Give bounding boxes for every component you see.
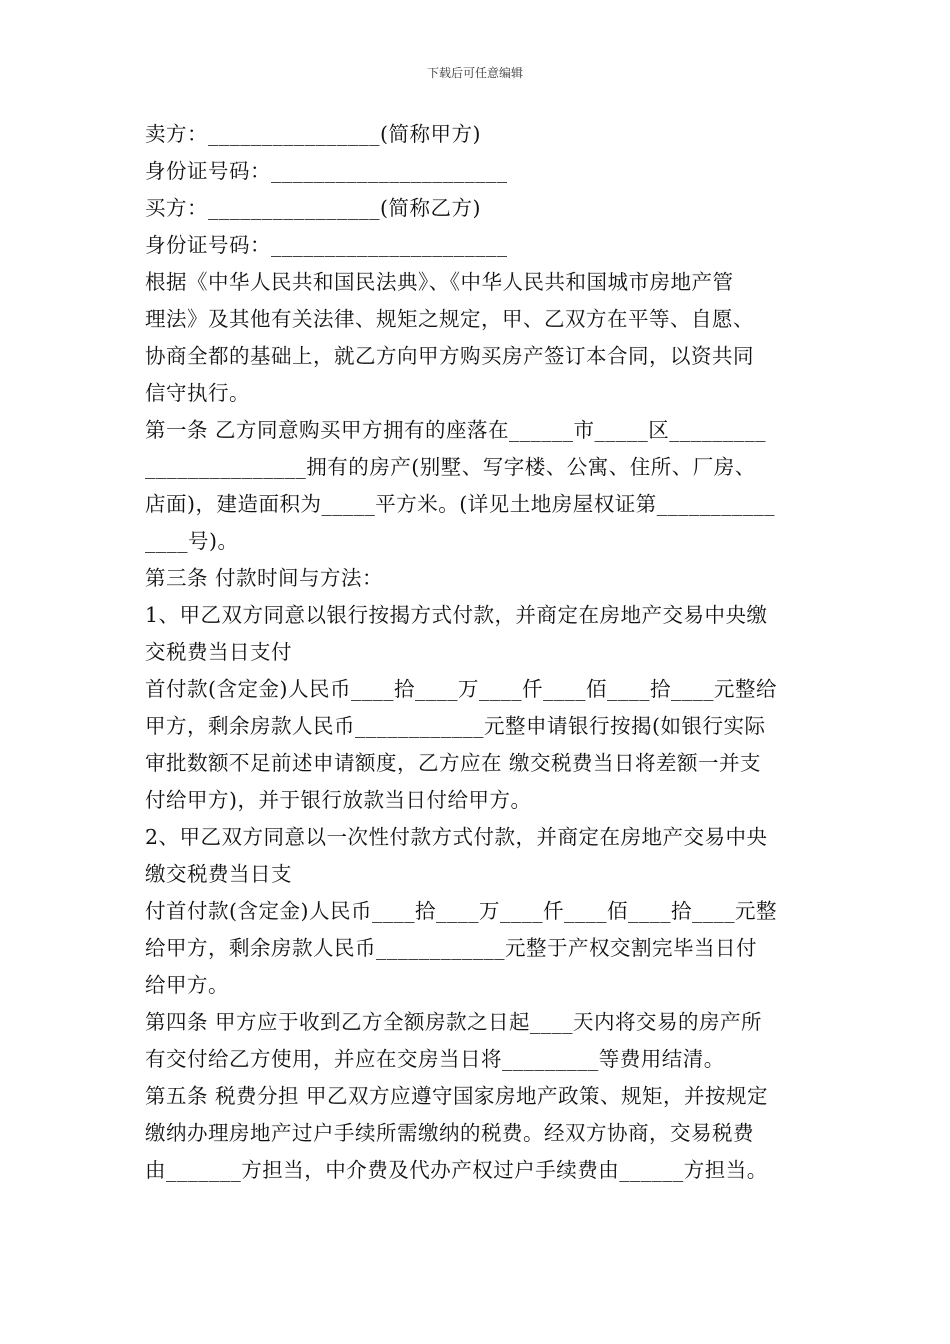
text-line: 付首付款(含定金)人民币____拾____万____仟____佰____拾____元整 (145, 899, 777, 923)
text-line: 有交付给乙方使用，并应在交房当日将_________等费用结清。 (145, 1047, 725, 1071)
text-line: 甲方，剩余房款人民币____________元整申请银行按揭(如银行实际 (145, 714, 766, 738)
text-line-clause-1: 1、甲乙双方同意以银行按揭方式付款，并商定在房地产交易中央缴 (145, 603, 768, 627)
text-line: 首付款(含定金)人民币____拾____万____仟____佰____拾____元整给 (145, 677, 777, 701)
text-line: 给甲方，剩余房款人民币____________元整于产权交割完毕当日付 (145, 936, 757, 960)
text-line: 交税费当日支付 (145, 640, 292, 664)
text-line: ____号)。 (145, 529, 239, 553)
text-line: 付给甲方)，并于银行放款当日付给甲方。 (145, 788, 532, 812)
text-line: 缴交税费当日支 (145, 862, 292, 886)
text-line: 店面)，建造面积为_____平方米。(详见土地房屋权证第___________ (145, 492, 775, 516)
text-line-article-1: 第一条 乙方同意购买甲方拥有的座落在______市_____区_________ (145, 418, 767, 442)
text-line: 缴纳办理房地产过户手续所需缴纳的税费。经双方协商，交易税费 (145, 1121, 754, 1145)
contract-body (145, 116, 813, 1189)
text-line: 由_______方担当，中介费及代办产权过户手续费由______方担当。 (145, 1158, 768, 1182)
header-note: 下载后可任意编辑 (426, 66, 523, 80)
text-line: _______________拥有的房产(别墅、写字楼、公寓、住所、厂房、 (145, 455, 756, 479)
text-line: 根据《中华人民共和国民法典》、《中华人民共和国城市房地产管 (145, 270, 734, 294)
text-line: 给甲方。 (145, 973, 229, 997)
text-line-article-3: 第三条 付款时间与方法： (145, 566, 384, 590)
text-line: 信守执行。 (145, 381, 250, 405)
text-line-seller-id: 身份证号码：______________________ (145, 159, 508, 183)
text-line-article-5: 第五条 税费分担 甲乙双方应遵守国家房地产政策、规矩，并按规定 (145, 1084, 769, 1108)
text-line-clause-2: 2、甲乙双方同意以一次性付款方式付款，并商定在房地产交易中央 (145, 825, 768, 849)
text-line-article-4: 第四条 甲方应于收到乙方全额房款之日起____天内将交易的房产所 (145, 1010, 763, 1034)
text-line: 审批数额不足前述申请额度，乙方应在 缴交税费当日将差额一并支 (145, 751, 762, 775)
text-line-buyer: 买方：________________(简称乙方) (145, 196, 481, 220)
text-line: 理法》及其他有关法律、规矩之规定，甲、乙双方在平等、自愿、 (145, 307, 754, 331)
text-line-seller: 卖方：________________(简称甲方) (145, 122, 481, 146)
text-line-buyer-id: 身份证号码：______________________ (145, 233, 508, 257)
text-line: 协商全都的基础上，就乙方向甲方购买房产签订本合同，以资共同 (145, 344, 754, 368)
